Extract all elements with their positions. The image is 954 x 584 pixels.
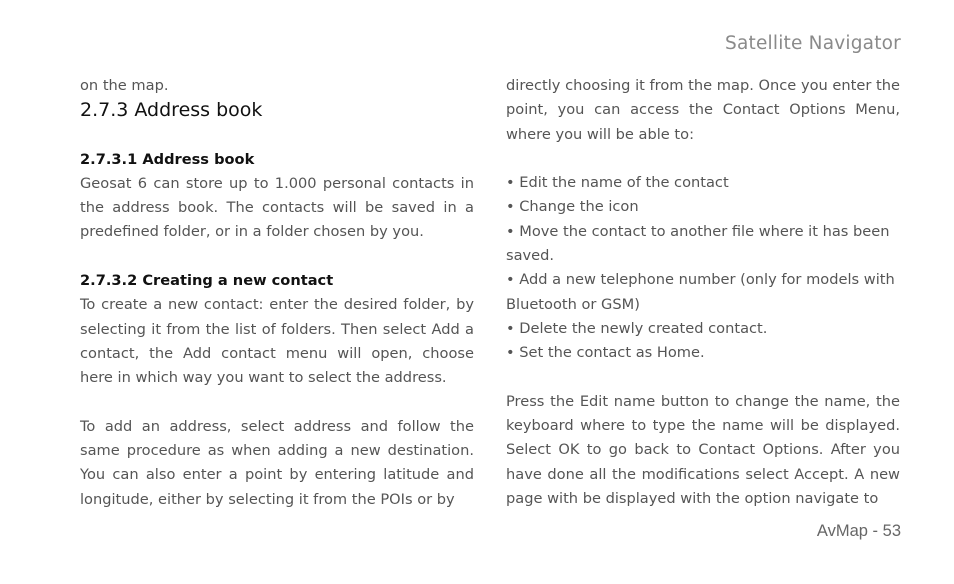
left-column xyxy=(80,74,474,512)
new-contact-paragraph: To create a new contact: enter the desired folder, by selecting it from the list of folders. Then select Add a contact, the Add contact menu will open, choose here in which way you want to select the address. xyxy=(80,296,474,387)
running-header-title: Satellite Navigator xyxy=(725,33,901,54)
subsection-heading-new-contact: 2.7.3.2 Creating a new contact xyxy=(80,272,334,290)
list-item: • Change the icon xyxy=(506,198,639,216)
spacer xyxy=(506,147,900,171)
list-item: • Set the contact as Home. xyxy=(506,344,705,362)
spacer xyxy=(80,245,474,269)
continuation-text: on the map. xyxy=(80,77,169,94)
contact-options-intro: directly choosing it from the map. Once you enter the point, you can access the Contact Options Menu, where you will be able to: xyxy=(506,77,900,143)
subsection-heading-address-book: 2.7.3.1 Address book xyxy=(80,150,255,168)
list-item: • Edit the name of the contact xyxy=(506,174,729,192)
spacer xyxy=(80,123,474,147)
page-number-footer: AvMap - 53 xyxy=(816,522,901,540)
add-address-paragraph: To add an address, select address and follow the same procedure as when adding a new destination. You can also enter a point by entering latitude and longitude, either by selecting it from the POIs or by xyxy=(80,417,474,508)
list-item: • Delete the newly created contact. xyxy=(506,319,768,337)
spacer xyxy=(506,366,900,390)
spacer xyxy=(80,391,474,415)
right-column xyxy=(506,74,900,511)
list-item: • Move the contact to another file where it has been saved. xyxy=(506,222,890,265)
list-item: • Add a new telephone number (only for models with Bluetooth or GSM) xyxy=(506,271,895,313)
edit-name-paragraph: Press the Edit name button to change the name, the keyboard where to type the name will be displayed. Select OK to go back to Contact Options. After you have done all the modifications select Accept. A new page with be displayed with the option navigate to xyxy=(506,392,900,508)
section-heading: 2.7.3 Address book xyxy=(80,99,263,122)
contact-options-list xyxy=(506,171,900,365)
address-book-paragraph: Geosat 6 can store up to 1.000 personal contacts in the address book. The contacts will be saved in a predefined folder, or in a folder chosen by you. xyxy=(80,174,474,241)
